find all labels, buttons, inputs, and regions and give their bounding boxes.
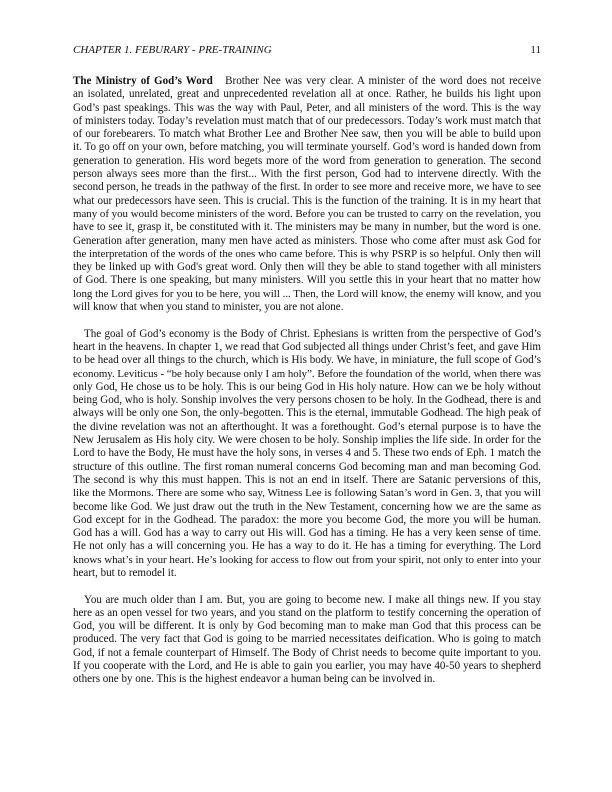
text-line: the interpretation of the words of the ones who came before. This is why PSRP is so helpful. Only then will (73, 247, 541, 260)
text-line: The goal of God’s economy is the Body of Christ. Ephesians is written from the perspective of God’s (84, 327, 541, 340)
text-line-content: Brother Nee was very clear. A minister of the word does not receive (225, 75, 541, 87)
text-line: being God, who is holy. Sonship involves the very persons chosen to be holy. In the Godhead, there is and (73, 394, 541, 407)
text-line: of our forebearers. To match what Brother Lee and Brother Nee saw, then you will be able to build upon (73, 128, 541, 141)
text-line: of God. There is one speaking, but many ministers. Will you settle this in your heart that no matter how (73, 274, 541, 287)
text-line: economy. Leviticus - “be holy because only I am holy”. Before the foundation of the world, when there was (73, 367, 541, 380)
text-line (73, 75, 541, 88)
text-line: have to see it, grasp it, be constituted with it. The ministers may be many in number, but the word is one. (73, 221, 541, 234)
text-line: it. To go off on your own, before matching, you will terminate yourself. God’s word is handed down from (73, 141, 541, 154)
text-line: second person, he treads in the pathway of the first. In order to see more and receive more, we have to see (73, 181, 542, 194)
text-line: produced. The very fact that God is going to be married necessitates deification. Who is going to match (73, 633, 541, 646)
page-number: 11 (530, 44, 541, 56)
text-line: God has a will. God has a way to carry out His will. God has a timing. He has a very keen sense of time. (73, 527, 541, 540)
text-line: they be linked up with God's great word. Only then will they be able to stand together with all ministers (73, 261, 541, 274)
text-line: to be head over all things to the church, which is His body. We have, in miniature, the full scope of God’s (73, 354, 541, 367)
text-line: You are much older than I am. But, you are going to become new. I make all things new. If you stay (84, 593, 541, 606)
text-line: heart, but to remodel it. (73, 566, 177, 579)
text-line: God, you will be different. It is only by God becoming man to make man God that this process can be (73, 620, 541, 633)
paragraph-become-new (73, 594, 541, 687)
text-line: He not only has a will concerning you. He has a way to do it. He has a timing for everything. The Lord (73, 540, 541, 553)
text-line: what our predecessors have seen. This is crucial. This is the function of the training. It is in my heart that (73, 194, 541, 207)
text-line: an isolated, unrelated, great and unprecedented revelation all at once. Rather, he builds his light upon (73, 88, 541, 101)
text-line: God, if not a female counterpart of Himself. The Body of Christ needs to become quite important to you. (73, 646, 541, 659)
text-line: long the Lord gives for you to be here, you will ... Then, the Lord will know, the enemy will know, and you (73, 287, 542, 300)
text-line: heart in the heavens. In chapter 1, we read that God subjected all things under Christ’s feet, and gave Him (73, 340, 541, 353)
document-body (73, 75, 541, 700)
text-line: only God, He chose us to be holy. This is our being God in His holy nature. How can we be holy without (73, 380, 541, 393)
text-line: Generation after generation, many men have acted as ministers. Those who come after must ask God for (73, 234, 541, 247)
text-line: here as an open vessel for two years, and you stand on the platform to testify concerning the operation of (73, 606, 541, 619)
text-line: the divine revelation was not an afterthought. It was a forethought. God’s eternal purpose is to have the (73, 420, 541, 433)
text-line: will know that when you stand to minister, you are not alone. (73, 301, 344, 314)
section-heading: The Ministry of God’s Word (73, 75, 213, 87)
running-title: CHAPTER 1. FEBURARY - PRE-TRAINING (73, 44, 272, 56)
text-line: Lord to have the Body, He must have the holy sons, in verses 4 and 5. These two ends of Eph. 1 match the (73, 447, 542, 460)
text-line: many of you would become ministers of the word. Before you can be trusted to carry on the revelation, you (73, 207, 541, 220)
text-line: knows what’s in your heart. He’s looking for access to flow out from your spirit, not only to enter into your (73, 553, 541, 566)
text-line: of ministers today. Today’s revelation must match that of our predecessors. Today’s work must match that (73, 114, 541, 127)
text-line: If you cooperate with the Lord, and He is able to gain you earlier, you may have 40-50 years to shepherd (73, 660, 541, 673)
text-line: The second is why this must happen. This is not an end in itself. There are Satanic perversions of this, (73, 473, 541, 486)
text-line: others one by one. This is the highest endeavor a human being can be involved in. (73, 673, 436, 686)
text-line: generation to generation. His word begets more of the word from generation to generation. The second (73, 154, 541, 167)
text-line: become like God. We just draw out the truth in the New Testament, concerning how we are the same as (73, 500, 541, 513)
text-line: New Jerusalem as His holy city. We were chosen to be holy. Sonship implies the life side. In order for the (73, 434, 541, 447)
paragraph-gods-economy (73, 328, 541, 581)
text-line: person always sees more than the first... With the first person, God had to intervene directly. With the (73, 168, 541, 181)
text-line: God’s past speakings. This was the way with Paul, Peter, and all ministers of the word. This is the way (73, 101, 541, 114)
text-line: God except for in the Godhead. The paradox: the more you become God, the more you will be human. (73, 513, 541, 526)
text-line: like the Mormons. There are some who say, Witness Lee is following Satan’s word in Gen. 3, that you will (73, 487, 541, 500)
paragraph-ministry (73, 75, 541, 314)
text-line: always will be only one Son, the only-begotten. This is the eternal, immutable Godhead. The high peak of (73, 407, 542, 420)
text-line: structure of this outline. The first roman numeral concerns God becoming man and man becoming God. (73, 460, 541, 473)
